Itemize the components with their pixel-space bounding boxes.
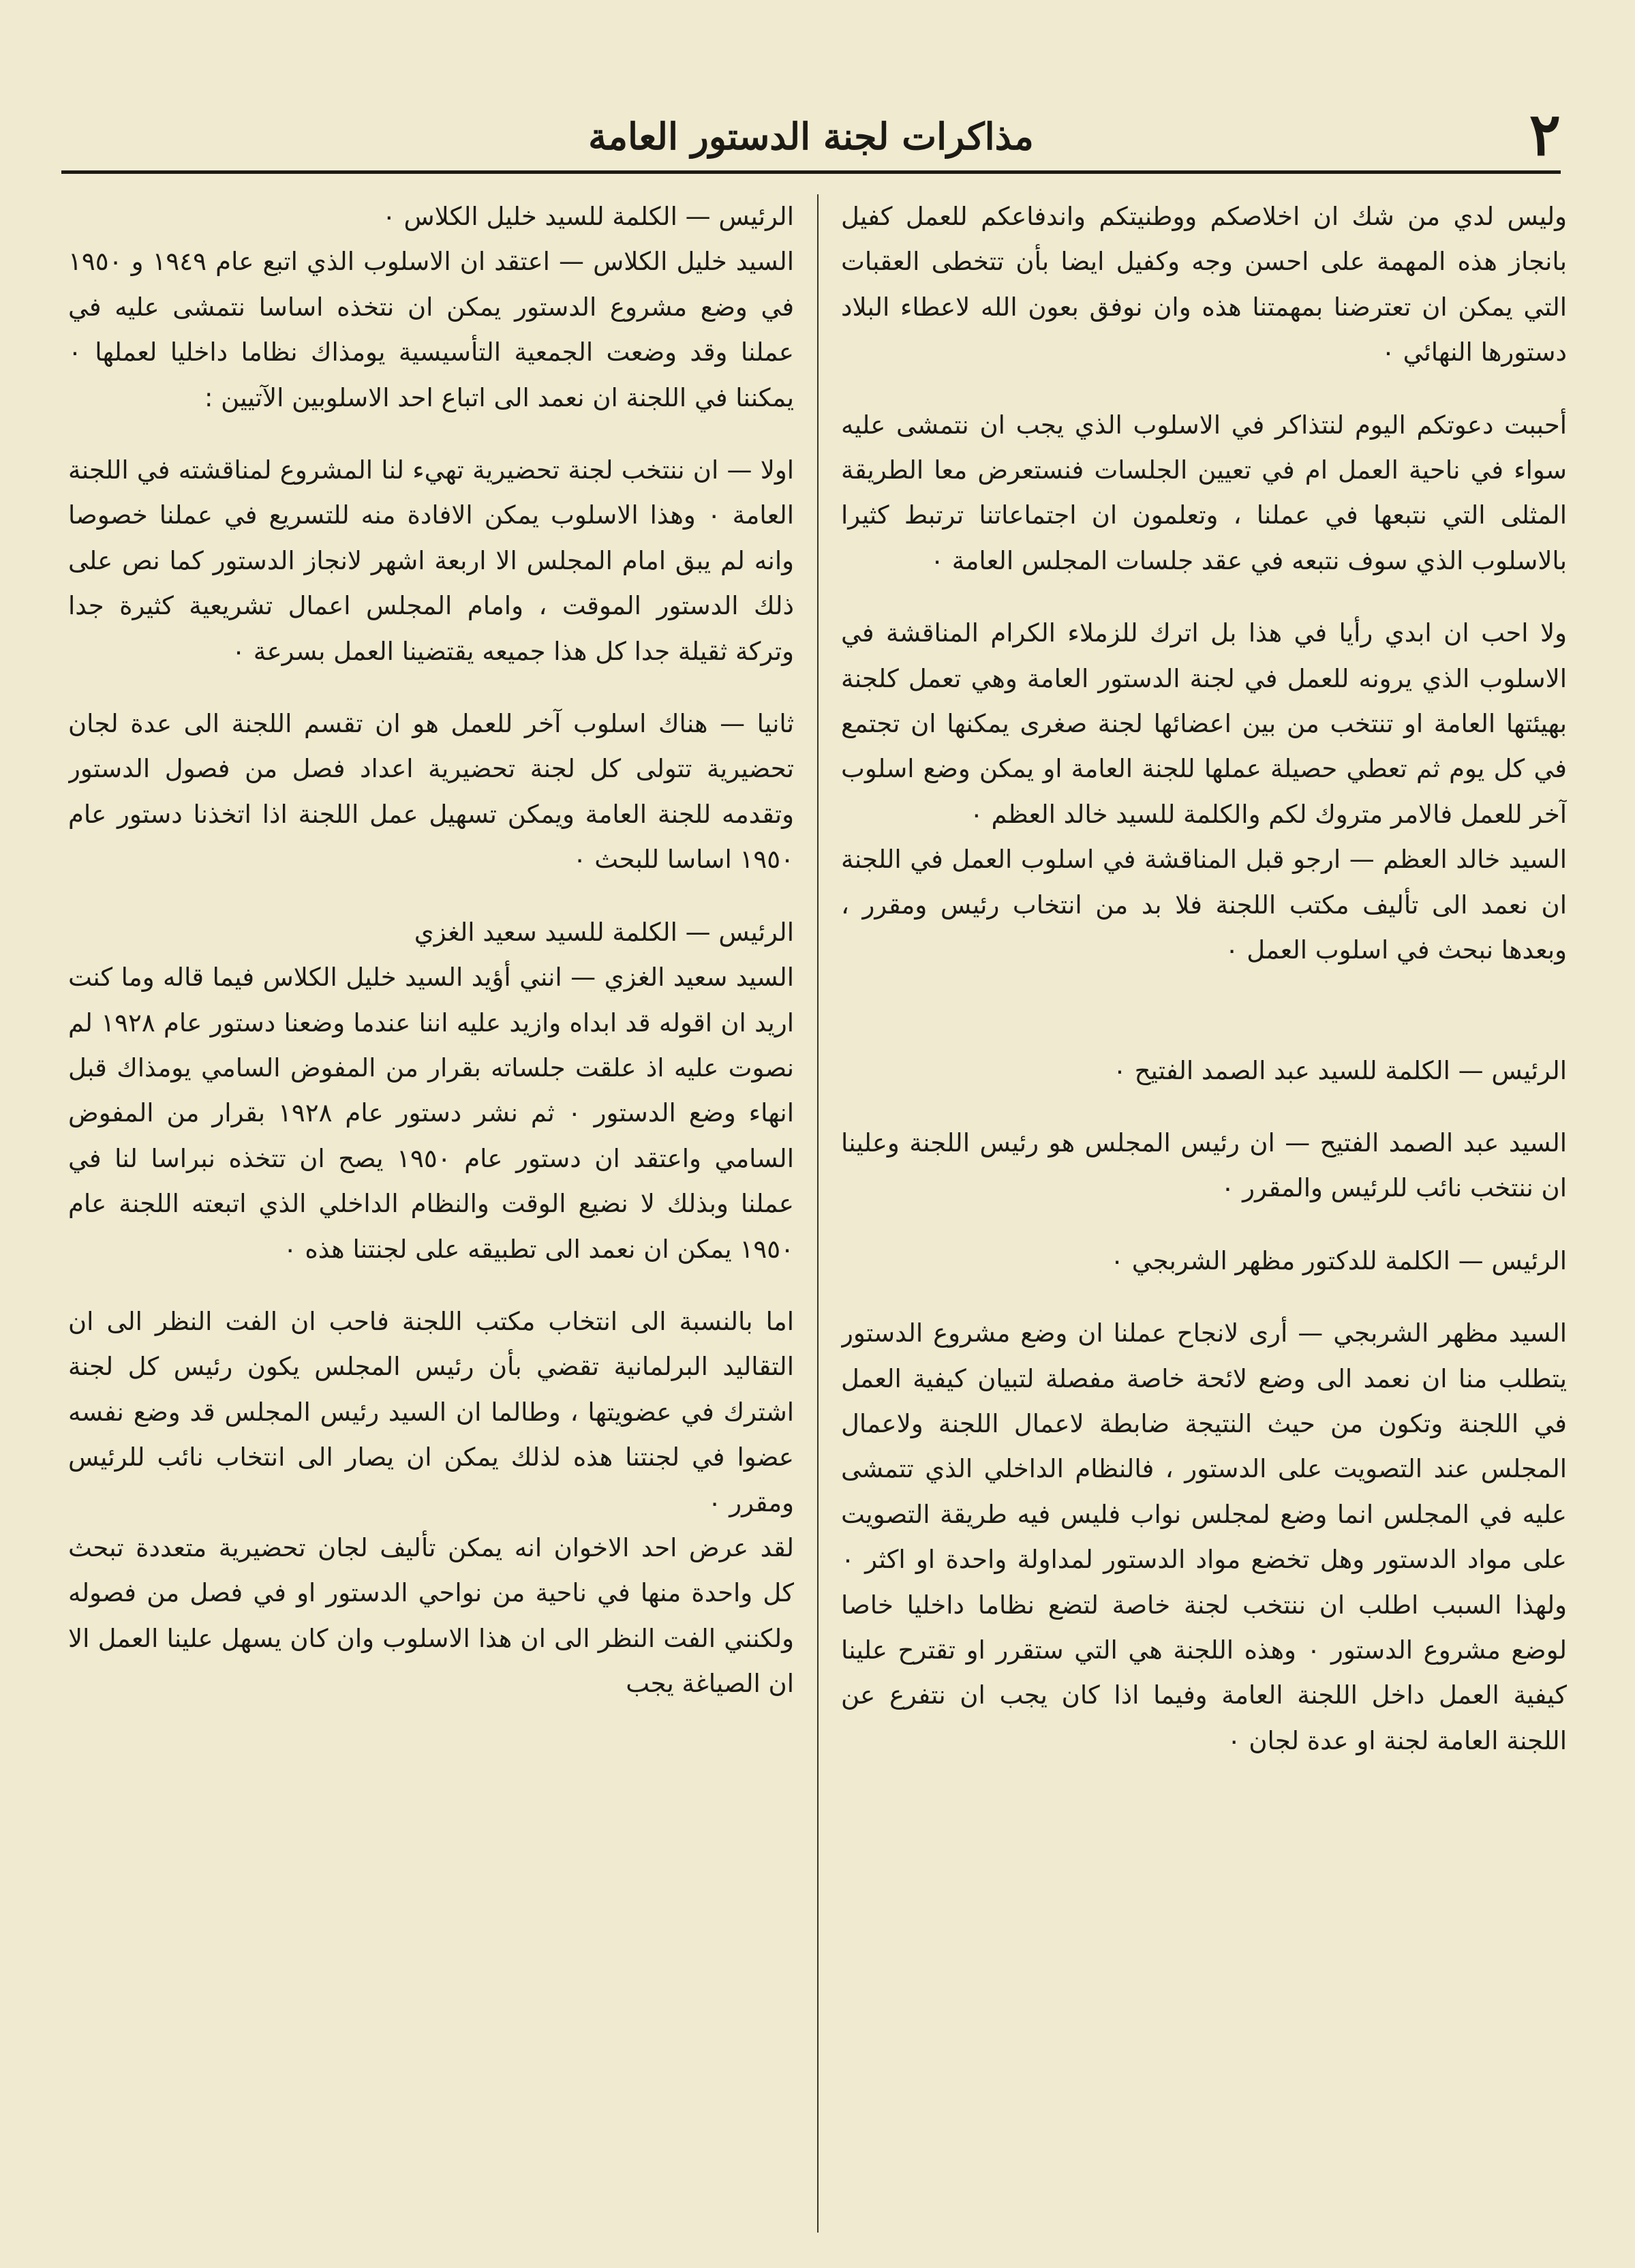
paragraph: السيد سعيد الغزي — انني أؤيد السيد خليل الكلاس فيما قاله وما كنت اريد ان اقوله قد ابداه وازيد عليه اننا عندما وضعنا دستور عام ١٩٢٨ لم نصوت عليه اذ علقت جلساته بقرار من المفوض السامي يومذاك قبل انهاء وضع الدستور ٠ ثم نشر دستور عام ١٩٢٨ بقرار من المفوض السامي واعتقد ان دستور عام ١٩٥٠ يصح ان تتخذه نبراسا لنا في عملنا وبذلك لا نضيع الوقت والنظام الداخلي الذي اتبعته اللجنة عام ١٩٥٠ يمكن ان نعمد الى تطبيقه على لجنتنا هذه ٠	[68, 963, 794, 1264]
speaker-turn: الرئيس — الكلمة للدكتور مظهر الشربجي ٠	[1110, 1245, 1567, 1275]
paragraph: السيد عبد الصمد الفتيح — ان رئيس المجلس هو رئيس اللجنة وعلينا ان ننتخب نائب للرئيس والمقرر ٠	[841, 1128, 1567, 1203]
right-column	[841, 194, 1567, 2233]
paragraph: وليس لدي من شك ان اخلاصكم ووطنيتكم واندفاعكم للعمل كفيل بانجاز هذه المهمة على احسن وجه وكفيل ايضا بأن تتخطى العقبات التي يمكن ان تعترضنا بمهمتنا هذه وان نوفق بعون الله لاعطاء البلاد دستورها النهائي ٠	[841, 202, 1567, 367]
column-divider	[817, 194, 819, 2233]
paragraph: لقد عرض احد الاخوان انه يمكن تأليف لجان تحضيرية متعددة تبحث كل واحدة منها في ناحية من نواحي الدستور او في فصل من فصوله ولكنني الفت النظر الى ان هذا الاسلوب وان كان يسهل علينا العمل الا ان الصياغة يجب	[68, 1532, 794, 1699]
running-title: مذاكرات لجنة الدستور العامة	[588, 115, 1034, 158]
paragraph: اما بالنسبة الى انتخاب مكتب اللجنة فاحب ان الفت النظر الى ان التقاليد البرلمانية تقضي بأن رئيس المجلس يكون رئيس كل لجنة اشترك في عضويتها ، وطالما ان السيد رئيس المجلس قد وضع نفسه عضوا في لجنتنا هذه لذلك يمكن ان يصار الى انتخاب نائب للرئيس ومقرر ٠	[68, 1306, 794, 1517]
paragraph: اولا — ان ننتخب لجنة تحضيرية تهيء لنا المشروع لمناقشته في اللجنة العامة ٠ وهذا الاسلوب يمكن الافادة منه للتسريع في عملنا خصوصا وانه لم يبق امام المجلس الا اربعة اشهر لانجاز الدستور كما نص على ذلك الدستور الموقت ، وامام المجلس اعمال تشريعية كثيرة جدا وتركة ثقيلة جدا كل هذا جميعه يقتضينا العمل بسرعة ٠	[68, 455, 794, 666]
paragraph: السيد خالد العظم — ارجو قبل المناقشة في اسلوب العمل في اللجنة ان نعمد الى تأليف مكتب اللجنة فلا بد من انتخاب رئيس ومقرر ، وبعدها نبحث في اسلوب العمل ٠	[841, 845, 1567, 965]
speaker-turn: الرئيس — الكلمة للسيد سعيد الغزي	[414, 917, 794, 947]
left-column	[68, 194, 794, 2233]
header-rule	[61, 170, 1561, 174]
speaker-turn: الرئيس — الكلمة للسيد خليل الكلاس ٠	[382, 202, 794, 231]
page-number: ٢	[1529, 100, 1561, 169]
paragraph: السيد مظهر الشربجي — أرى لانجاح عملنا ان وضع مشروع الدستور يتطلب منا ان نعمد الى وضع لائحة خاصة مفصلة لتبيان كيفية العمل في اللجنة وتكون من حيث النتيجة ضابطة لاعمال اللجنة ولاعمال المجلس عند التصويت على الدستور ، فالنظام الداخلي الذي تتمشى عليه في المجلس انما وضع لمجلس نواب فليس فيه طريقة التصويت على مواد الدستور وهل تخضع مواد الدستور لمداولة واحدة او اكثر ٠ ولهذا السبب اطلب ان ننتخب لجنة خاصة لتضع نظاما داخليا خاصا لوضع مشروع الدستور ٠ وهذه اللجنة هي التي ستقرر او تقترح علينا كيفية العمل داخل اللجنة العامة وفيما اذا كان يجب ان نتفرع عن اللجنة العامة لجنة او عدة لجان ٠	[841, 1318, 1567, 1755]
paragraph: أحببت دعوتكم اليوم لنتذاكر في الاسلوب الذي يجب ان نتمشى عليه سواء في ناحية العمل ام في تعيين الجلسات فنستعرض معا الطريقة المثلى التي نتبعها في عملنا ، وتعلمون ان اجتماعاتنا ترتبط كثيرا بالاسلوب الذي سوف نتبعه في عقد جلسات المجلس العامة ٠	[841, 410, 1567, 575]
paragraph: السيد خليل الكلاس — اعتقد ان الاسلوب الذي اتبع عام ١٩٤٩ و ١٩٥٠ في وضع مشروع الدستور يمكن ان نتخذه اساسا نتمشى عليه في عملنا وقد وضعت الجمعية التأسيسية يومذاك نظاما داخليا لعملها ٠ يمكننا في اللجنة ان نعمد الى اتباع احد الاسلوبين الآتيين :	[68, 247, 794, 412]
paragraph: ثانيا — هناك اسلوب آخر للعمل هو ان تقسم اللجنة الى عدة لجان تحضيرية تتولى كل لجنة تحضيرية اعداد فصل من فصول الدستور وتقدمه للجنة العامة ويمكن تسهيل عمل اللجنة اذا اتخذنا دستور عام ١٩٥٠ اساسا للبحث ٠	[68, 709, 794, 875]
page-header	[61, 102, 1561, 167]
paragraph: ولا احب ان ابدي رأيا في هذا بل اترك للزملاء الكرام المناقشة في الاسلوب الذي يرونه للعمل في لجنة الدستور العامة وهي تعمل كلجنة بهيئتها العامة او تنتخب من بين اعضائها لجنة صغرى يمكنها ان تجتمع في كل يوم ثم تعطي حصيلة عملها للجنة العامة او يمكن وضع اسلوب آخر للعمل فالامر متروك لكم والكلمة للسيد خالد العظم ٠	[841, 618, 1567, 829]
speaker-turn: الرئيس — الكلمة للسيد عبد الصمد الفتيح ٠	[1113, 1055, 1567, 1085]
